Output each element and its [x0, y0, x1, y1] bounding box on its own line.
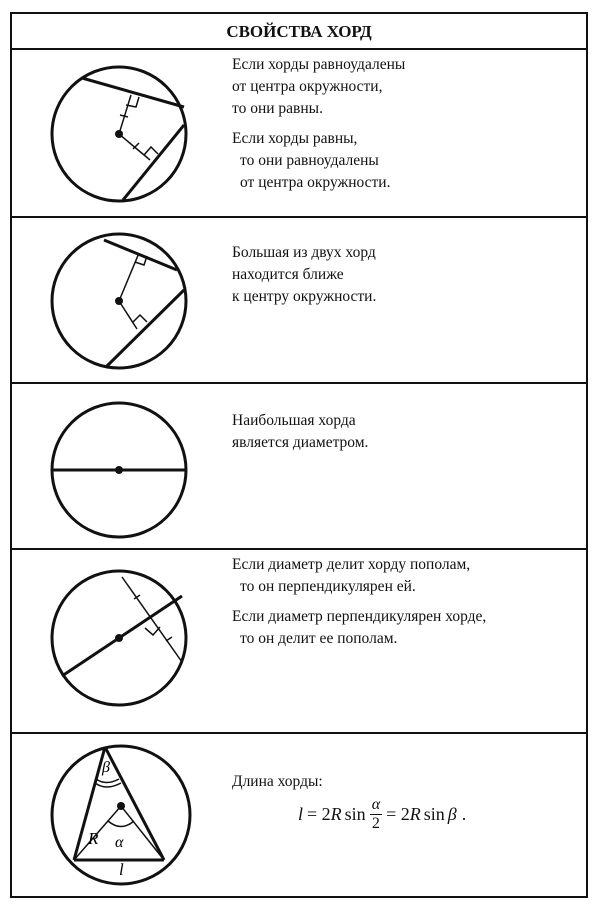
equidistant-chords-figure [12, 50, 212, 218]
chord-length-text [232, 771, 323, 793]
text-line: находится ближе [232, 266, 344, 283]
formula-sin-1: sin [344, 804, 366, 824]
formula-period: . [461, 804, 467, 824]
chord-upper [82, 78, 184, 107]
text-line: к центру окружности. [232, 288, 377, 305]
text-line: Если диаметр перпендикулярен хорде, [232, 608, 487, 625]
chord-lower [123, 125, 184, 200]
chord-length-figure [12, 734, 212, 896]
row-perpendicular-diameter [12, 550, 586, 734]
angle-arc-alpha [108, 821, 134, 827]
chord-length-formula [298, 796, 466, 833]
formula-eq-1: = 2 [307, 804, 331, 824]
diameter-text [232, 410, 368, 454]
perpendicular-lower [119, 301, 137, 329]
text-line: Длина хорды: [232, 773, 323, 790]
text-line: Если хорды равны, [232, 130, 358, 147]
perpendicular-diameter-text [232, 554, 486, 650]
text-line: то они равны. [232, 100, 323, 117]
center-point [117, 802, 125, 810]
formula-r-2: R [409, 804, 421, 824]
page-title: СВОЙСТВА ХОРД [12, 14, 586, 50]
right-angle-mark-lower [133, 315, 147, 322]
formula-l: l [298, 804, 304, 824]
formula-fraction [370, 796, 382, 833]
angle-arc-beta-2 [95, 783, 121, 787]
triangle-side-right [105, 747, 164, 860]
text-line: Большая из двух хорд [232, 244, 376, 261]
text-line: от центра окружности. [240, 174, 391, 191]
diameter-figure [12, 384, 212, 550]
text-line: Наибольшая хорда [232, 412, 356, 429]
text-line: то они равноудалены [240, 152, 379, 169]
chord-properties-table [10, 12, 588, 898]
text-line: то он делит ее пополам. [240, 630, 398, 647]
label-beta: β [102, 759, 110, 776]
bisected-chord [122, 577, 182, 662]
text-line: Если диаметр делит хорду пополам, [232, 556, 471, 573]
tick-mark-upper [120, 115, 128, 117]
angle-arc-beta [96, 779, 119, 783]
fraction-denominator: 2 [371, 815, 380, 832]
right-angle-mark-lower [144, 147, 158, 155]
perpendicular-upper [119, 253, 139, 301]
formula-eq-2: = 2 [386, 804, 410, 824]
row-diameter [12, 384, 586, 550]
text-line: Если хорды равноудалены [232, 56, 406, 73]
row-equidistant-chords [12, 50, 586, 218]
row-chord-length [12, 734, 586, 896]
fraction-numerator: α [371, 796, 381, 813]
larger-chord-text [232, 242, 376, 308]
text-line: является диаметром. [232, 434, 369, 451]
radius-right [121, 806, 164, 860]
formula-beta: β [447, 804, 457, 824]
center-point [115, 634, 123, 642]
center-point [115, 466, 123, 474]
label-chord: l [119, 860, 124, 879]
larger-chord-figure [12, 218, 212, 384]
equidistant-text [232, 54, 405, 194]
label-alpha: α [115, 834, 124, 851]
right-angle-mark-upper [126, 97, 139, 107]
perpendicular-diameter-figure [12, 550, 212, 734]
text-line: от центра окружности, [232, 78, 383, 95]
text-line: то он перпендикулярен ей. [240, 578, 416, 595]
formula-r-1: R [330, 804, 342, 824]
row-larger-chord [12, 218, 586, 384]
formula-sin-2: sin [423, 804, 445, 824]
tick-mark-lower [166, 637, 172, 641]
label-radius: R [88, 829, 99, 848]
